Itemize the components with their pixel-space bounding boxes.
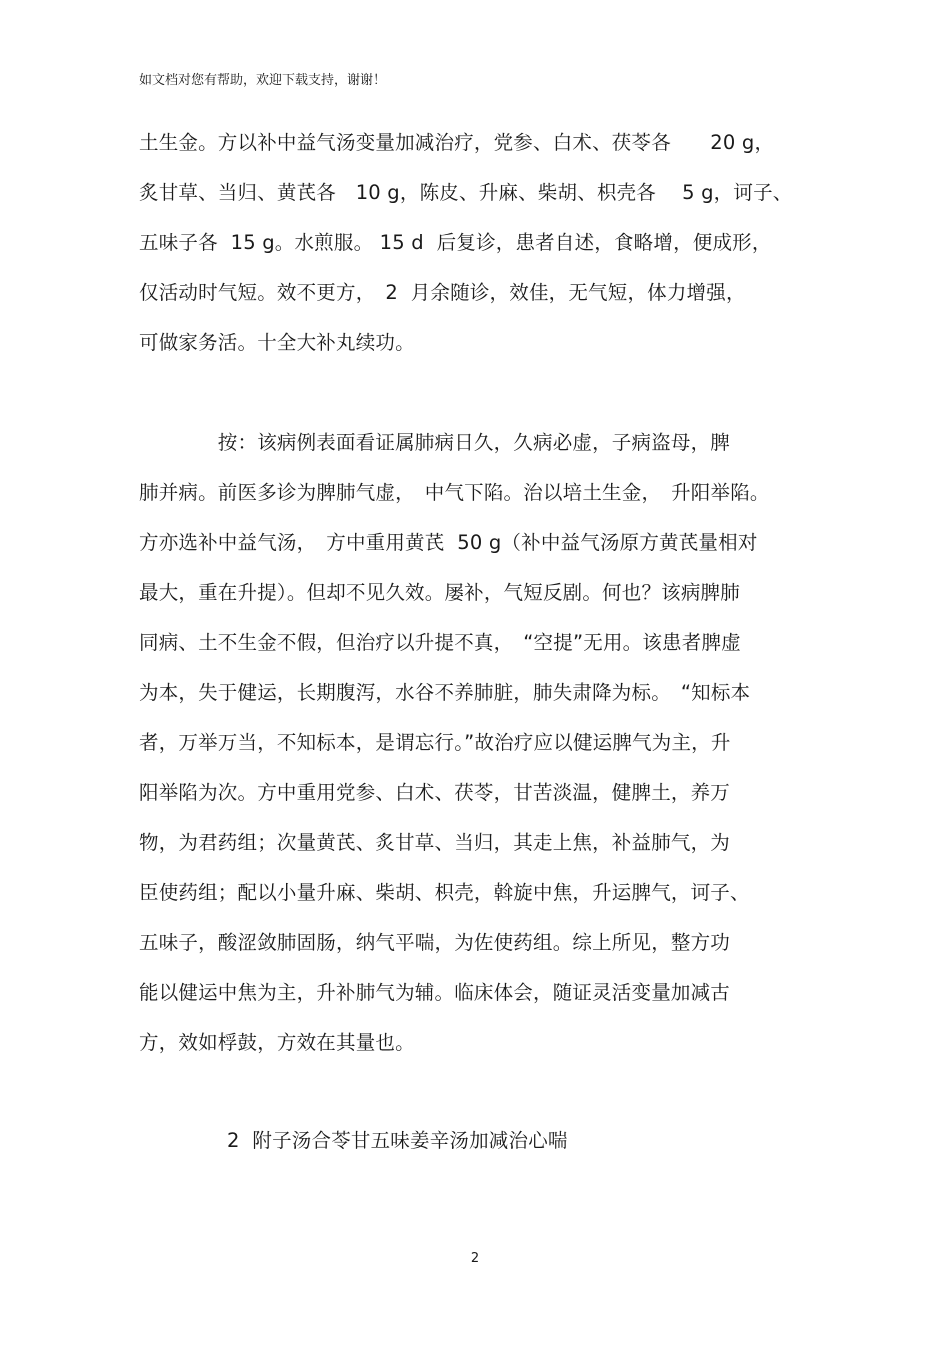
text-line: 者，万举万当，不知标本，是谓忘行。”故治疗应以健运脾气为主，升 [139, 731, 731, 754]
text-line: 可做家务活。十全大补丸续功。 [139, 331, 415, 354]
section-heading: 2 附子汤合苓甘五味姜辛汤加减治心喘 [227, 1129, 568, 1152]
text-line: 仅活动时气短。效不更方， 2 月余随诊，效佳，无气短，体力增强， [139, 281, 746, 304]
text-line: 土生金。方以补中益气汤变量加减治疗，党参、白术、茯苓各 20 g， [139, 131, 775, 154]
text-line: 方，效如桴鼓，方效在其量也。 [139, 1031, 415, 1054]
page-number: 2 [470, 1251, 480, 1266]
text-line: 臣使药组；配以小量升麻、柴胡、枳壳，斡旋中焦，升运脾气，诃子、 [139, 881, 750, 904]
text-line: 肺并病。前医多诊为脾肺气虚， 中气下陷。治以培土生金， 升阳举陷。 [139, 481, 770, 504]
text-line: 能以健运中焦为主，升补肺气为辅。临床体会，随证灵活变量加减古 [139, 981, 731, 1004]
text-line: 阳举陷为次。方中重用党参、白术、茯苓，甘苦淡温，健脾土，养万 [139, 781, 731, 804]
header-note: 如文档对您有帮助，欢迎下载支持，谢谢！ [139, 73, 387, 88]
text-line: 方亦选补中益气汤， 方中重用黄芪 50 g（补中益气汤原方黄芪量相对 [139, 531, 758, 554]
text-line: 炙甘草、当归、黄芪各 10 g，陈皮、升麻、柴胡、枳壳各 5 g，诃子、 [139, 181, 793, 204]
text-line: 同病、土不生金不假，但治疗以升提不真， “空提”无用。该患者脾虚 [139, 631, 741, 654]
text-line: 最大，重在升提）。但却不见久效。屡补，气短反剧。何也？该病脾肺 [139, 581, 740, 604]
text-line: 五味子各 15 g。水煎服。 15 d 后复诊，患者自述，食略增，便成形， [139, 231, 772, 254]
text-line: 五味子，酸涩敛肺固肠，纳气平喘，为佐使药组。综上所见，整方功 [139, 931, 731, 954]
text-line: 物，为君药组；次量黄芪、炙甘草、当归，其走上焦，补益肺气，为 [139, 831, 731, 854]
text-line: 按：该病例表面看证属肺病日久，久病必虚，子病盗母，脾 [139, 431, 731, 454]
text-line: 为本，失于健运，长期腹泻，水谷不养肺脏，肺失肃降为标。 “知标本 [139, 681, 751, 704]
